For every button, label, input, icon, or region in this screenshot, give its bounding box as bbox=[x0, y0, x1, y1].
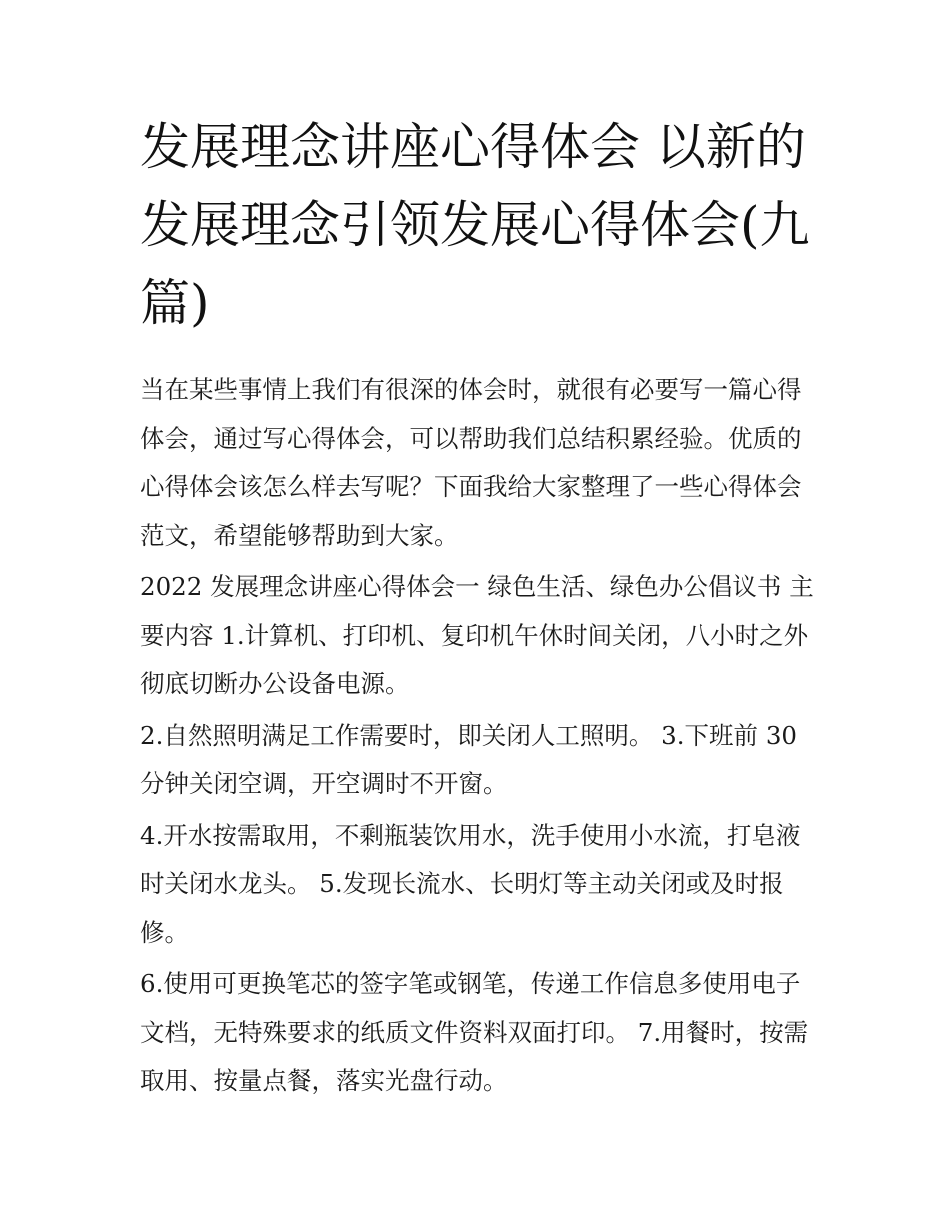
document-title: 发展理念讲座心得体会 以新的发展理念引领发展心得体会(九篇) bbox=[140, 118, 810, 332]
paragraph-initiative-item-1: 2022 发展理念讲座心得体会一 绿色生活、绿色办公倡议书 主要内容 1.计算机、打印机、复印机午休时间关闭，八小时之外彻底切断办公设备电源。 bbox=[140, 572, 814, 698]
paragraph-intro: 当在某些事情上我们有很深的体会时，就很有必要写一篇心得体会，通过写心得体会，可以帮助我们总结积累经验。优质的心得体会该怎么样去写呢？下面我给大家整理了一些心得体会范文，希望能够帮助到大家。 bbox=[140, 375, 802, 550]
paragraph-items-6-7: 6.使用可更换笔芯的签字笔或钢笔，传递工作信息多使用电子文档，无特殊要求的纸质文件资料双面打印。 7.用餐时，按需取用、按量点餐，落实光盘行动。 bbox=[140, 969, 809, 1095]
document-body bbox=[140, 366, 820, 1106]
paragraph-items-2-3: 2.自然照明满足工作需要时，即关闭人工照明。 3.下班前 30 分钟关闭空调，开空调时不开窗。 bbox=[140, 720, 797, 798]
document-page bbox=[140, 108, 820, 1109]
paragraph-items-4-5: 4.开水按需取用，不剩瓶装饮用水，洗手使用小水流，打皂液时关闭水龙头。 5.发现长流水、长明灯等主动关闭或及时报修。 bbox=[140, 820, 801, 947]
